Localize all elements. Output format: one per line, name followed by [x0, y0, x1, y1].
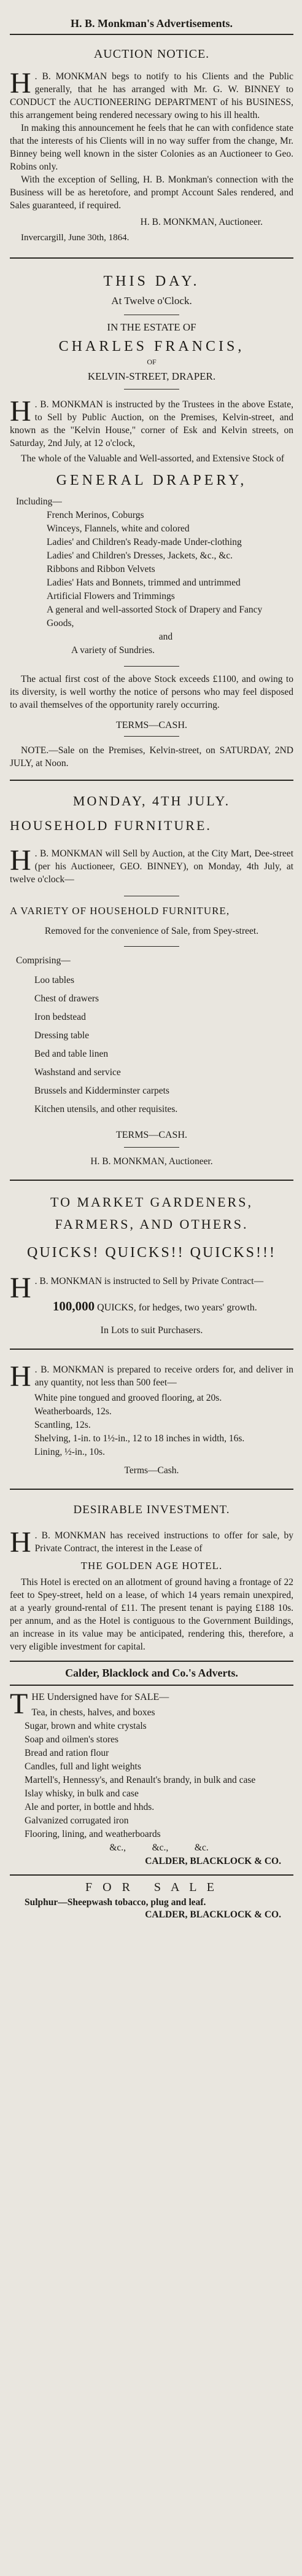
section-header: Calder, Blacklock and Co.'s Adverts. — [65, 1667, 238, 1679]
estate-address: KELVIN-STREET, DRAPER. — [87, 370, 216, 382]
price-item: Weatherboards, 12s. — [34, 1406, 112, 1417]
drop-cap: H — [10, 1360, 31, 1393]
list-item: Ladies' and Children's Ready-made Under-clothing — [47, 537, 242, 547]
sale-time: At Twelve o'Clock. — [111, 295, 192, 307]
list-item: Sugar, brown and white crystals — [25, 1721, 147, 1731]
ad-title: DESIRABLE INVESTMENT. — [73, 1503, 230, 1516]
item-list — [10, 1704, 293, 1855]
signature: H. B. MONKMAN, Auctioneer. — [140, 217, 263, 227]
ad-paragraph: . B. MONKMAN begs to notify to his Clients and the Public generally, that he has arranged with Mr. G. W. BINNEY to CONDUCT the AUCTIONEERING DEPARTMENT of his BUSINESS, this arrangement being rendered necessary owing to his ill health. — [10, 71, 293, 120]
advertisement-column — [10, 0, 293, 1920]
ad-paragraph: The whole of the Valuable and Well-assorted, and Extensive Stock of — [21, 453, 285, 464]
ad-title: TO MARKET GARDENERS, — [50, 1194, 253, 1210]
list-item: Loo tables — [34, 975, 74, 985]
removed-line: Removed for the convenience of Sale, from Spey-street. — [44, 926, 259, 936]
ad-paragraph: . B. MONKMAN is prepared to receive orders for, and deliver in any quantity, not less than 500 feet— — [34, 1364, 293, 1388]
list-item: Bed and table linen — [34, 1049, 109, 1059]
list-item: Bread and ration flour — [25, 1748, 109, 1758]
estate-name: CHARLES FRANCIS, — [58, 339, 245, 354]
quicks-headline: QUICKS! QUICKS!! QUICKS!!! — [27, 1245, 276, 1261]
list-item: Galvanized corrugated iron — [25, 1815, 129, 1826]
quicks-ad — [10, 1181, 293, 1349]
column-header: H. B. Monkman's Advertisements. — [70, 17, 233, 29]
ad-title: MONDAY, 4TH JULY. — [72, 793, 231, 808]
ad-paragraph: In making this announcement he feels that he can with confidence state that the interests of his Clients will in no way suffer from the change, Mr. Binney being well known in the sister Colonies as an Auctioneer to Geo. Robins only. — [10, 123, 293, 172]
list-item: Tea, in chests, halves, and boxes — [31, 1707, 155, 1718]
list-item: Ladies' Hats and Bonnets, trimmed and untrimmed — [47, 577, 241, 588]
list-item: Martell's, Hennessy's, and Renault's brandy, in bulk and case — [25, 1775, 256, 1785]
timber-ad — [10, 1350, 293, 1489]
drop-cap: H — [10, 1272, 31, 1304]
list-item: A variety of Sundries. — [71, 645, 155, 656]
list-item: Flooring, lining, and weatherboards — [25, 1829, 161, 1839]
terms: TERMS—CASH. — [115, 720, 188, 730]
item-list — [10, 509, 293, 657]
short-rule — [124, 736, 179, 737]
ad-intro: HE Undersigned have for SALE— — [31, 1692, 169, 1702]
price-list — [10, 1389, 293, 1459]
list-item: French Merinos, Coburgs — [47, 510, 144, 520]
estate-line: IN THE ESTATE OF — [107, 321, 196, 333]
list-item: A general and well-assorted Stock of Drapery and Fancy Goods, — [47, 605, 263, 628]
list-item: Ale and porter, in bottle and hhds. — [25, 1802, 155, 1812]
terms: TERMS—CASH. — [115, 1130, 188, 1140]
ad-title: THIS DAY. — [103, 273, 200, 289]
list-item: Islay whisky, in bulk and case — [25, 1788, 139, 1799]
stock-title: GENERAL DRAPERY, — [56, 472, 247, 488]
investment-ad — [10, 1490, 293, 1661]
list-item: Ribbons and Ribbon Velvets — [47, 564, 155, 574]
calder-blacklock-header — [10, 1662, 293, 1685]
short-rule — [124, 946, 179, 947]
list-item: Soap and oilmen's stores — [25, 1734, 119, 1745]
drop-cap: H — [10, 1526, 31, 1559]
calder-sulphur-ad — [10, 1876, 293, 1920]
calder-sale-ad — [10, 1686, 293, 1874]
list-item: Artificial Flowers and Trimmings — [47, 591, 175, 601]
sale-note: NOTE.—Sale on the Premises, Kelvin-street, on SATURDAY, 2ND JULY, at Noon. — [10, 745, 293, 769]
ad-paragraph: This Hotel is erected on an allotment of ground having a frontage of 22 feet to Spey-street, held on a lease, of which 14 years remain unexpired, at a yearly ground-rental of £11. The present tenant is paying £188 10s. per annum, and as the Hotel is contiguous to the Government Buildings, an increase in its value may be anticipated, rendering this, therefore, a very eligible investment for capital. — [10, 1577, 293, 1652]
list-item: and — [158, 632, 173, 642]
ad-paragraph: . B. MONKMAN is instructed by the Trustees in the above Estate, to Sell by Public Auction, on the Premises, Kelvin-street, and known as the "Kelvin House," corner of Esk and Kelvin streets, on Saturday, 2nd July, at 12 o'clock, — [10, 399, 293, 448]
ad-paragraph: . B. MONKMAN is instructed to Sell by Private Contract— — [34, 1276, 264, 1286]
drop-cap: H — [10, 67, 31, 100]
price-item: Shelving, 1-in. to 1½-in., 12 to 18 inches in width, 16s. — [34, 1433, 245, 1444]
this-day-ad — [10, 259, 293, 780]
list-item: Winceys, Flannels, white and colored — [47, 523, 190, 534]
list-item: Brussels and Kidderminster carpets — [34, 1086, 169, 1096]
hotel-name: THE GOLDEN AGE HOTEL. — [80, 1560, 223, 1572]
drop-cap: T — [10, 1688, 28, 1720]
lots-line: In Lots to suit Purchasers. — [100, 1325, 203, 1336]
ad-title: F O R S A L E — [85, 1881, 218, 1894]
price-item: White pine tongued and grooved flooring, at 20s. — [34, 1393, 222, 1403]
ad-paragraph: The actual first cost of the above Stock exceeds £1100, and owing to its diversity, is well worthy the notice of persons who may feel disposed to avail themselves of the opportunity rarely occurring. — [10, 674, 293, 710]
quicks-count-line — [10, 1288, 293, 1325]
item-list — [10, 971, 293, 1119]
ad-paragraph: With the exception of Selling, H. B. Monkman's connection with the Business will be as heretofore, and prompt Account Sales rendered, and Sales guaranteed, if required. — [10, 174, 293, 211]
ad-subtitle: HOUSEHOLD FURNITURE. — [10, 818, 212, 833]
sale-line: Sulphur—Sheepwash tobacco, plug and leaf. — [25, 1897, 206, 1908]
including-label: Including— — [16, 496, 62, 507]
list-item: Chest of drawers — [34, 993, 99, 1004]
variety-line: A VARIETY OF HOUSEHOLD FURNITURE, — [10, 905, 230, 917]
ad-title-2: FARMERS, AND OTHERS. — [55, 1216, 249, 1232]
short-rule — [124, 666, 179, 667]
dateline: Invercargill, June 30th, 1864. — [21, 233, 130, 243]
ad-paragraph: . B. MONKMAN will Sell by Auction, at the City Mart, Dee-street (per his Auctioneer, GEO. BINNEY), on Monday, 4th July, at twelve o'clock— — [10, 848, 293, 885]
short-rule — [124, 1147, 179, 1148]
drop-cap: H — [10, 395, 31, 428]
comprising-label: Comprising— — [16, 955, 71, 966]
price-item: Lining, ½-in., 10s. — [34, 1447, 105, 1457]
terms: Terms—Cash. — [124, 1465, 179, 1476]
household-furniture-ad — [10, 781, 293, 1180]
list-item: Washstand and service — [34, 1067, 121, 1078]
list-item: Candles, full and light weights — [25, 1761, 141, 1772]
short-rule — [124, 389, 179, 390]
ad-paragraph: . B. MONKMAN has received instructions to offer for sale, by Private Contract, the interest in the Lease of — [34, 1530, 293, 1554]
price-item: Scantling, 12s. — [34, 1420, 91, 1430]
list-item: &c., &c., &c. — [109, 1842, 209, 1853]
list-item: Dressing table — [34, 1030, 90, 1041]
drop-cap: H — [10, 844, 31, 877]
quicks-count: 100,000 — [52, 1299, 95, 1313]
auction-notice-ad — [10, 35, 293, 257]
signature: H. B. MONKMAN, Auctioneer. — [90, 1156, 213, 1167]
of-line: OF — [147, 358, 157, 366]
signature: CALDER, BLACKLOCK & CO. — [145, 1856, 281, 1866]
signature: CALDER, BLACKLOCK & CO. — [145, 1909, 281, 1920]
ad-title: AUCTION NOTICE. — [93, 47, 210, 61]
list-item: Kitchen utensils, and other requisites. — [34, 1104, 178, 1114]
quicks-description: QUICKS, for hedges, two years' growth. — [95, 1302, 257, 1313]
list-item: Iron bedstead — [34, 1012, 86, 1022]
list-item: Ladies' and Children's Dresses, Jackets, &c., &c. — [47, 550, 233, 561]
